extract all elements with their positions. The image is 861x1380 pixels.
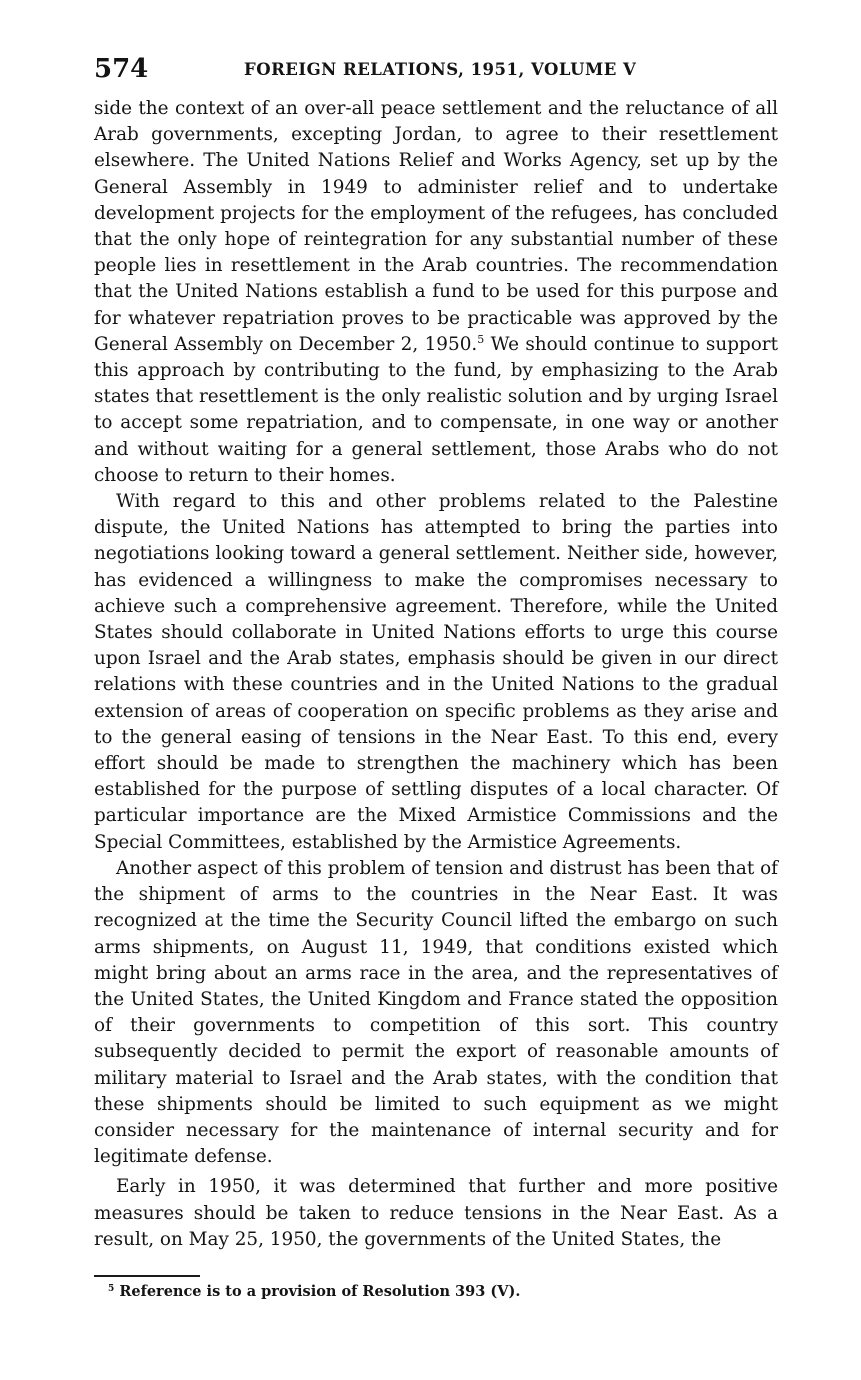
paragraph-refugee-resettlement — [94, 96, 778, 489]
page-number: 574 — [94, 54, 149, 84]
running-head — [94, 48, 778, 88]
paragraph-palestine-dispute: With regard to this and other problems related to the Palestine dispute, the United Nations has attempted to bring the parties into negotiations looking toward a general settlement. Neither side, however, has evidenced a willingness to make the compromises necessary to achieve such a comprehensive agreement. Therefore, while the United States should collaborate in United Nations efforts to urge this course upon Israel and the Arab states, emphasis should be given in our direct relations with these countries and in the United Nations to the gradual extension of areas of cooperation on specific problems as they arise and to the general easing of tensions in the Near East. To this end, every effort should be made to strengthen the machinery which has been established for the purpose of settling disputes of a local character. Of particular importance are the Mixed Armistice Commissions and the Special Committees, established by the Armistice Agreements. — [94, 491, 778, 853]
paragraph-early-1950: Early in 1950, it was determined that further and more positive measures should be taken to reduce tensions in the Near East. As a result, on May 25, 1950, the governments of the United States, the — [94, 1176, 778, 1250]
paragraph-arms-shipments: Another aspect of this problem of tension and distrust has been that of the shipment of arms to the countries in the Near East. It was recognized at the time the Security Council lifted the embargo on such arms shipments, on August 11, 1949, that conditions existed which might bring about an arms race in the area, and the representatives of the United States, the United Kingdom and France stated the opposition of their governments to competition of this sort. This country subsequently decided to permit the export of reasonable amounts of military material to Israel and the Arab states, with the condition that these shipments should be limited to such equipment as we might consider necessary for the maintenance of internal security and for legitimate defense. — [94, 857, 778, 1168]
body-text — [94, 96, 778, 1253]
paragraph-text: side the context of an over-all peace settlement and the reluctance of all Arab governments, excepting Jordan, to agree to their resettlement elsewhere. The United Nations Relief and Works Agency, set up by the General Assembly in 1949 to administer relief and to undertake development projects for the employment of the refugees, has concluded that the only hope of reintegration for any substantial number of these people lies in resettlement in the Arab countries. The recommendation that the United Nations establish a fund to be used for this purpose and for whatever repatriation proves to be practicable was approved by the General Assembly on December 2, 1950. — [94, 98, 778, 355]
paragraph-text-continued: We should continue to support this approach by contributing to the fund, by emphasizing to the Arab states that resettlement is the only realistic solution and by urging Israel to accept some repatriation, and to compensate, in one way or another and without waiting for a general settlement, those Arabs who do not choose to return to their homes. — [94, 333, 778, 486]
running-head-title: FOREIGN RELATIONS, 1951, VOLUME V — [244, 60, 637, 79]
footnote-divider — [94, 1275, 200, 1277]
footnote-text: Reference is to a provision of Resolution 393 (V). — [114, 1283, 521, 1300]
footnote — [108, 1283, 520, 1300]
footnote-marker: 5 — [108, 1284, 115, 1294]
document-page — [94, 48, 778, 1253]
footnote-reference: 5 — [477, 332, 485, 346]
